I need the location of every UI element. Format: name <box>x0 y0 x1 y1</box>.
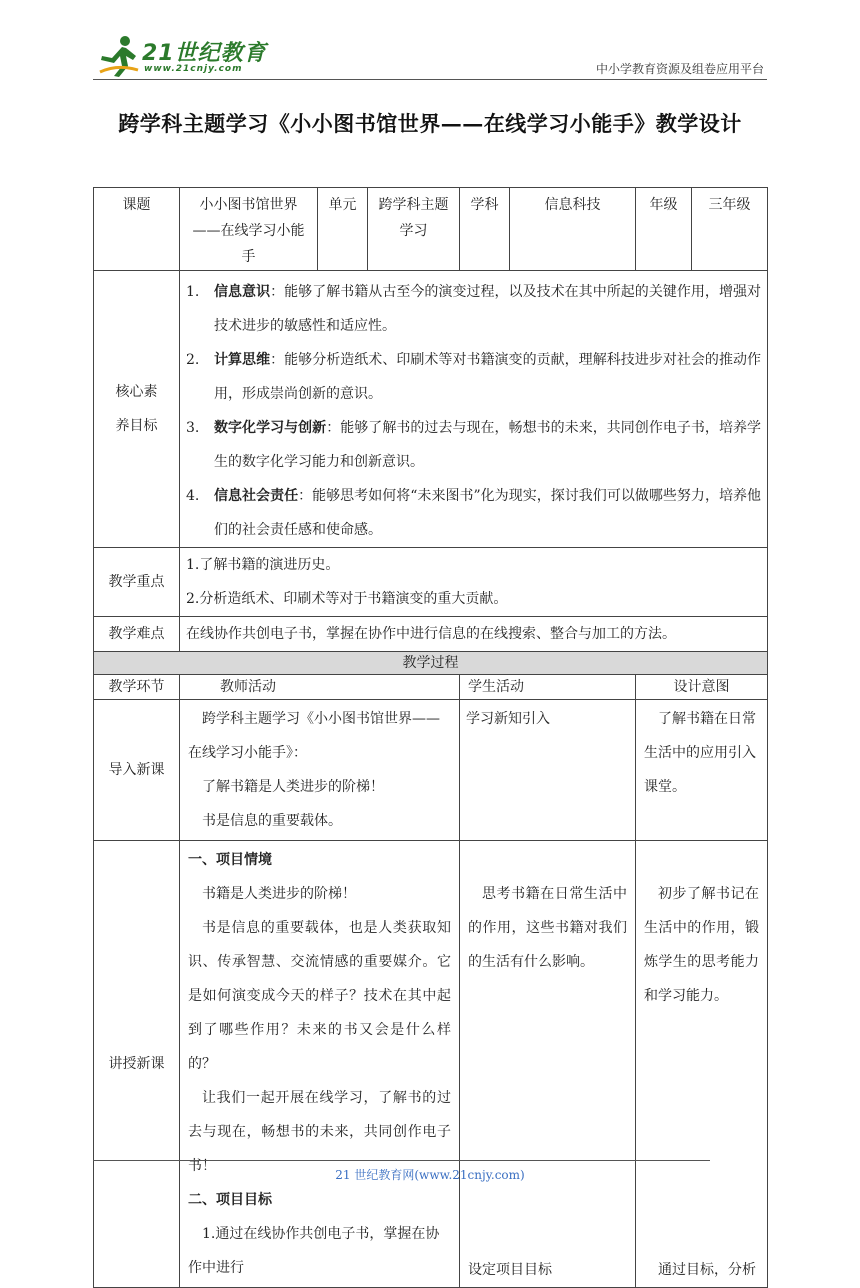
unit-label: 单元 <box>318 188 368 271</box>
lecture-teacher: 一、项目情境 书籍是人类进步的阶梯！ 书是信息的重要载体，也是人类获取知识、传承智慧、交流情感的重要媒介。它是如何演变成今天的样子？技术在其中起到了哪些作用？未来的书又会是什么样的？ 让我们一起开展在线学习，了解书的过去与现在，畅想书的未来，共同创作电子书！ 二、项目目标 1.通过在线协作共创电子书，掌握在协作中进行 <box>180 841 460 1288</box>
lecture-stage: 讲授新课 <box>94 841 180 1288</box>
intro-stage: 导入新课 <box>94 700 180 841</box>
difficulty-content: 在线协作共创电子书，掌握在协作中进行信息的在线搜索、整合与加工的方法。 <box>180 617 768 652</box>
platform-name: 中小学教育资源及组卷应用平台 <box>595 62 764 76</box>
site-logo[interactable] <box>98 34 268 82</box>
key-points-content <box>180 548 768 617</box>
literacy-item: 2. 计算思维：能够分析造纸术、印刷术等对书籍演变的贡献，理解科技进步对社会的推动作用，形成崇尚创新的意识。 <box>186 352 762 402</box>
footer-divider <box>93 1160 710 1161</box>
intro-teacher: 跨学科主题学习《小小图书馆世界——在线学习小能手》： 了解书籍是人类进步的阶梯！ 书是信息的重要载体。 <box>180 700 460 841</box>
subject-label: 学科 <box>460 188 510 271</box>
course-label: 课题 <box>94 188 180 271</box>
literacy-item: 4. 信息社会责任：能够思考如何将“未来图书”化为现实，探讨我们可以做哪些努力，培养他们的社会责任感和使命感。 <box>186 488 762 538</box>
brand-name: 21世纪教育 <box>142 41 267 66</box>
grade-value: 三年级 <box>692 188 768 271</box>
unit-value: 跨学科主题学习 <box>368 188 460 271</box>
grade-label: 年级 <box>636 188 692 271</box>
course-value: 小小图书馆世界——在线学习小能手 <box>180 188 318 271</box>
lecture-intent: 初步了解书记在生活中的作用，锻炼学生的思考能力和学习能力。 通过目标，分析 <box>636 841 768 1288</box>
process-title-row <box>94 652 768 675</box>
literacy-content <box>180 271 768 548</box>
intro-row <box>94 700 768 841</box>
lesson-plan-table <box>93 187 768 1288</box>
header-intent: 设计意图 <box>636 675 768 700</box>
document-title: 跨学科主题学习《小小图书馆世界——在线学习小能手》教学设计 <box>118 111 742 136</box>
literacy-label: 核心素养目标 <box>94 271 180 548</box>
header-stage: 教学环节 <box>94 675 180 700</box>
difficulty-row <box>94 617 768 652</box>
header-teacher: 教师活动 <box>180 675 460 700</box>
literacy-list <box>186 271 761 547</box>
key-point-item: 2.分析造纸术、印刷术等对于书籍演变的重大贡献。 <box>186 591 508 607</box>
intro-student: 学习新知引入 <box>460 700 636 841</box>
info-row <box>94 188 768 271</box>
key-points-label: 教学重点 <box>94 548 180 617</box>
difficulty-label: 教学难点 <box>94 617 180 652</box>
header-student: 学生活动 <box>460 675 636 700</box>
runner-logo-icon <box>98 34 140 78</box>
page-header <box>0 0 860 90</box>
subject-value: 信息科技 <box>510 188 636 271</box>
literacy-row <box>94 271 768 548</box>
process-title: 教学过程 <box>94 652 768 675</box>
key-point-item: 1.了解书籍的演进历史。 <box>186 557 340 573</box>
lecture-row <box>94 841 768 1288</box>
brand-url: www.21cnjy.com <box>144 64 243 74</box>
process-header-row <box>94 675 768 700</box>
key-points-row <box>94 548 768 617</box>
header-divider <box>93 79 767 80</box>
literacy-item: 3. 数字化学习与创新：能够了解书的过去与现在，畅想书的未来，共同创作电子书，培养学生的数字化学习能力和创新意识。 <box>186 420 762 470</box>
intro-intent: 了解书籍在日常生活中的应用引入课堂。 <box>636 700 768 841</box>
footer-text[interactable]: 21 世纪教育网(www.21cnjy.com) <box>335 1168 525 1182</box>
lecture-student: 思考书籍在日常生活中的作用，这些书籍对我们的生活有什么影响。 设定项目目标 <box>460 841 636 1288</box>
literacy-item: 1. 信息意识：能够了解书籍从古至今的演变过程，以及技术在其中所起的关键作用，增强对技术进步的敏感性和适应性。 <box>186 284 762 334</box>
